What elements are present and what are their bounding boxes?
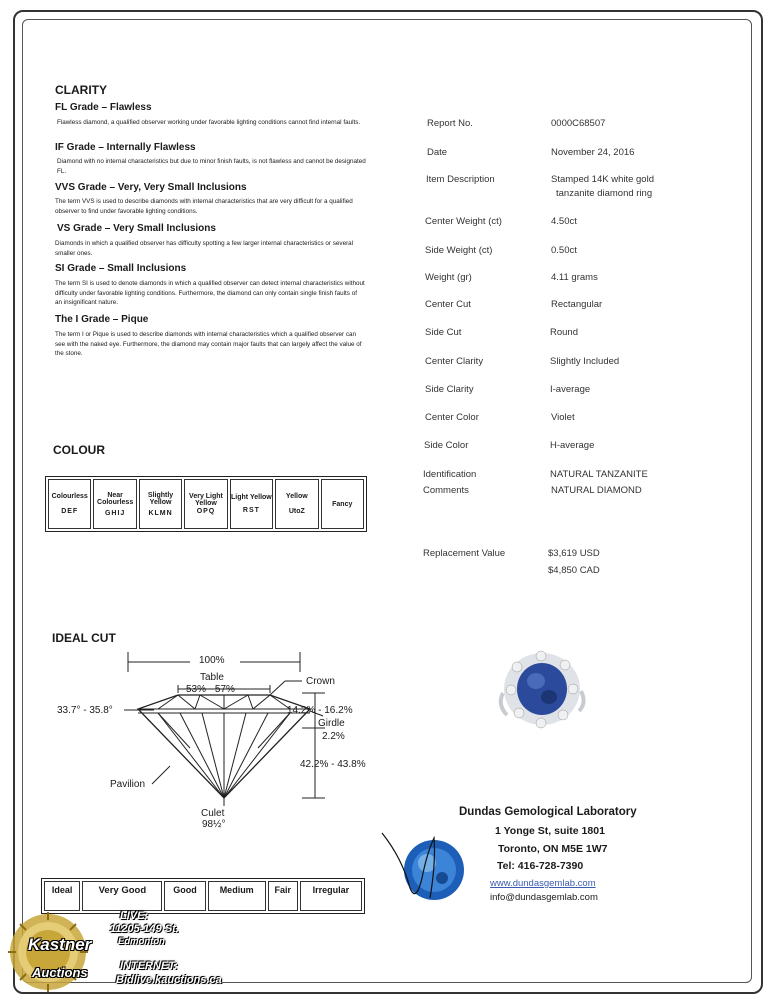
table-label: Table (200, 672, 224, 683)
report-value: 4.11 grams (551, 272, 598, 283)
ideal-cut-title: IDEAL CUT (52, 631, 116, 645)
report-label: Date (427, 147, 448, 158)
report-value: NATURAL DIAMOND (551, 485, 642, 496)
report-label: Identification (423, 469, 477, 480)
culet-label: Culet (201, 808, 225, 819)
hologram-seal-icon (372, 818, 472, 918)
clarity-grade-desc: The term I or Pique is used to describe diamonds with internal characteristics which a qualified observer can see with the naked eye. Furthermore, the diamond may contain major faults that can largely affect the value of the stone. (55, 331, 362, 357)
watermark-internet-label: INTERNET: (120, 960, 178, 972)
cut-grade-cell: Good (164, 881, 205, 911)
report-value: H-average (550, 440, 595, 451)
clarity-title: CLARITY (55, 83, 107, 97)
crown-pct-label: 14.2% - 16.2% (287, 705, 353, 716)
ring-photo (497, 645, 587, 735)
report-value: November 24, 2016 (551, 147, 635, 158)
report-value: NATURAL TANZANITE (550, 469, 648, 480)
clarity-grade-title: FL Grade – Flawless (55, 102, 152, 113)
cut-grade-cell: Fair (268, 881, 298, 911)
report-value: Stamped 14K white gold (551, 174, 654, 185)
lab-tel: Tel: 416-728-7390 (497, 860, 584, 872)
watermark-live-city: Edmonton (118, 936, 165, 947)
pavilion-label: Pavilion (110, 779, 146, 790)
girdle-label: Girdle (318, 718, 345, 729)
clarity-grade-desc: Flawless diamond, a qualified observer working under favorable lighting conditions cannot find internal faults. (57, 119, 361, 126)
report-label: Center Cut (425, 299, 471, 310)
report-label: Side Weight (ct) (425, 245, 493, 256)
colour-cell: Fancy (321, 479, 364, 529)
report-value: 4.50ct (551, 216, 577, 227)
report-label: Item Description (426, 174, 495, 185)
clarity-grade-title: The I Grade – Pique (55, 314, 149, 325)
girdle-pct-label: 2.2% (322, 731, 345, 742)
clarity-grade-title: VVS Grade – Very, Very Small Inclusions (55, 182, 247, 193)
lab-name: Dundas Gemological Laboratory (459, 806, 637, 818)
colour-cell: Yellow UtoZ (275, 479, 318, 529)
report-label: Side Color (424, 440, 469, 451)
colour-title: COLOUR (53, 443, 105, 457)
clarity-grade-title: VS Grade – Very Small Inclusions (57, 223, 216, 234)
clarity-grade-desc: Diamonds in which a qualified observer has difficulty spotting a few larger internal characteristics or several smaller ones. (55, 240, 354, 257)
report-value: tanzanite diamond ring (556, 188, 653, 199)
clarity-grade-desc: Diamond with no internal characteristics but due to minor finish faults, is not flawless and cannot be designated FL. (57, 158, 366, 175)
watermark-live-address: 11205-149 St. (110, 923, 179, 935)
lab-website-link[interactable]: www.dundasgemlab.com (490, 878, 596, 889)
kastner-brand-sub: Auctions (32, 965, 88, 980)
lab-email: info@dundasgemlab.com (490, 892, 598, 903)
report-value: 0.50ct (551, 245, 577, 256)
report-value: 0000C68507 (551, 118, 606, 129)
colour-scale-table (45, 476, 367, 532)
watermark-live-label: LIVE: (120, 910, 149, 922)
kastner-brand: Kastner (28, 935, 92, 954)
culet-pct-label: 98½° (202, 819, 226, 830)
crown-label: Crown (306, 676, 335, 687)
clarity-grade-title: IF Grade – Internally Flawless (55, 142, 196, 153)
report-label: Center Color (425, 412, 479, 423)
report-label: Center Clarity (425, 356, 484, 367)
cut-grade-cell: Medium (208, 881, 266, 911)
report-value: Round (550, 327, 578, 338)
report-label: Side Cut (425, 327, 462, 338)
report-label: Side Clarity (425, 384, 474, 395)
watermark-internet-url[interactable]: Bidlive.kauctions.ca (116, 974, 222, 986)
cut-grade-cell: Irregular (300, 881, 362, 911)
clarity-grade-desc: The term SI is used to denote diamonds in which a qualified observer can detect internal characteristics without difficulty under favorable lighting conditions. Furthermore, the diamond can only contain single finish faults of an insignificant nature. (55, 280, 365, 306)
cut-grade-cell: Ideal (44, 881, 80, 911)
colour-cell: Light Yellow RST (230, 479, 273, 529)
report-value: Slightly Included (550, 356, 620, 367)
colour-cell: Colourless DEF (48, 479, 91, 529)
colour-cell: Near Colourless GHIJ (93, 479, 136, 529)
report-value: Rectangular (551, 299, 603, 310)
table-pct-label: 53% - 57% (186, 684, 235, 695)
clarity-grade-desc: The term VVS is used to describe diamonds with internal characteristics that are very difficult for a qualified observer to find under favorable lighting conditions. (55, 198, 353, 215)
report-label: Weight (gr) (425, 272, 472, 283)
report-label: Center Weight (ct) (425, 216, 502, 227)
report-value: Violet (551, 412, 575, 423)
cut-grade-cell: Very Good (82, 881, 162, 911)
replacement-cad: $4,850 CAD (548, 565, 600, 576)
report-label: Replacement Value (423, 548, 506, 559)
crown-angle-label: 33.7° - 35.8° (57, 705, 113, 716)
colour-cell: Slightly Yellow KLMN (139, 479, 182, 529)
pavilion-pct-label: 42.2% - 43.8% (300, 759, 366, 770)
colour-cell: Very Light Yellow OPQ (184, 479, 227, 529)
width-label: 100% (199, 655, 225, 666)
replacement-usd: $3,619 USD (548, 548, 600, 559)
clarity-grade-title: SI Grade – Small Inclusions (55, 263, 187, 274)
report-value: I-average (550, 384, 591, 395)
lab-address-1: 1 Yonge St, suite 1801 (495, 825, 605, 837)
lab-address-2: Toronto, ON M5E 1W7 (498, 843, 608, 855)
report-label: Comments (423, 485, 469, 496)
report-label: Report No. (427, 118, 473, 129)
